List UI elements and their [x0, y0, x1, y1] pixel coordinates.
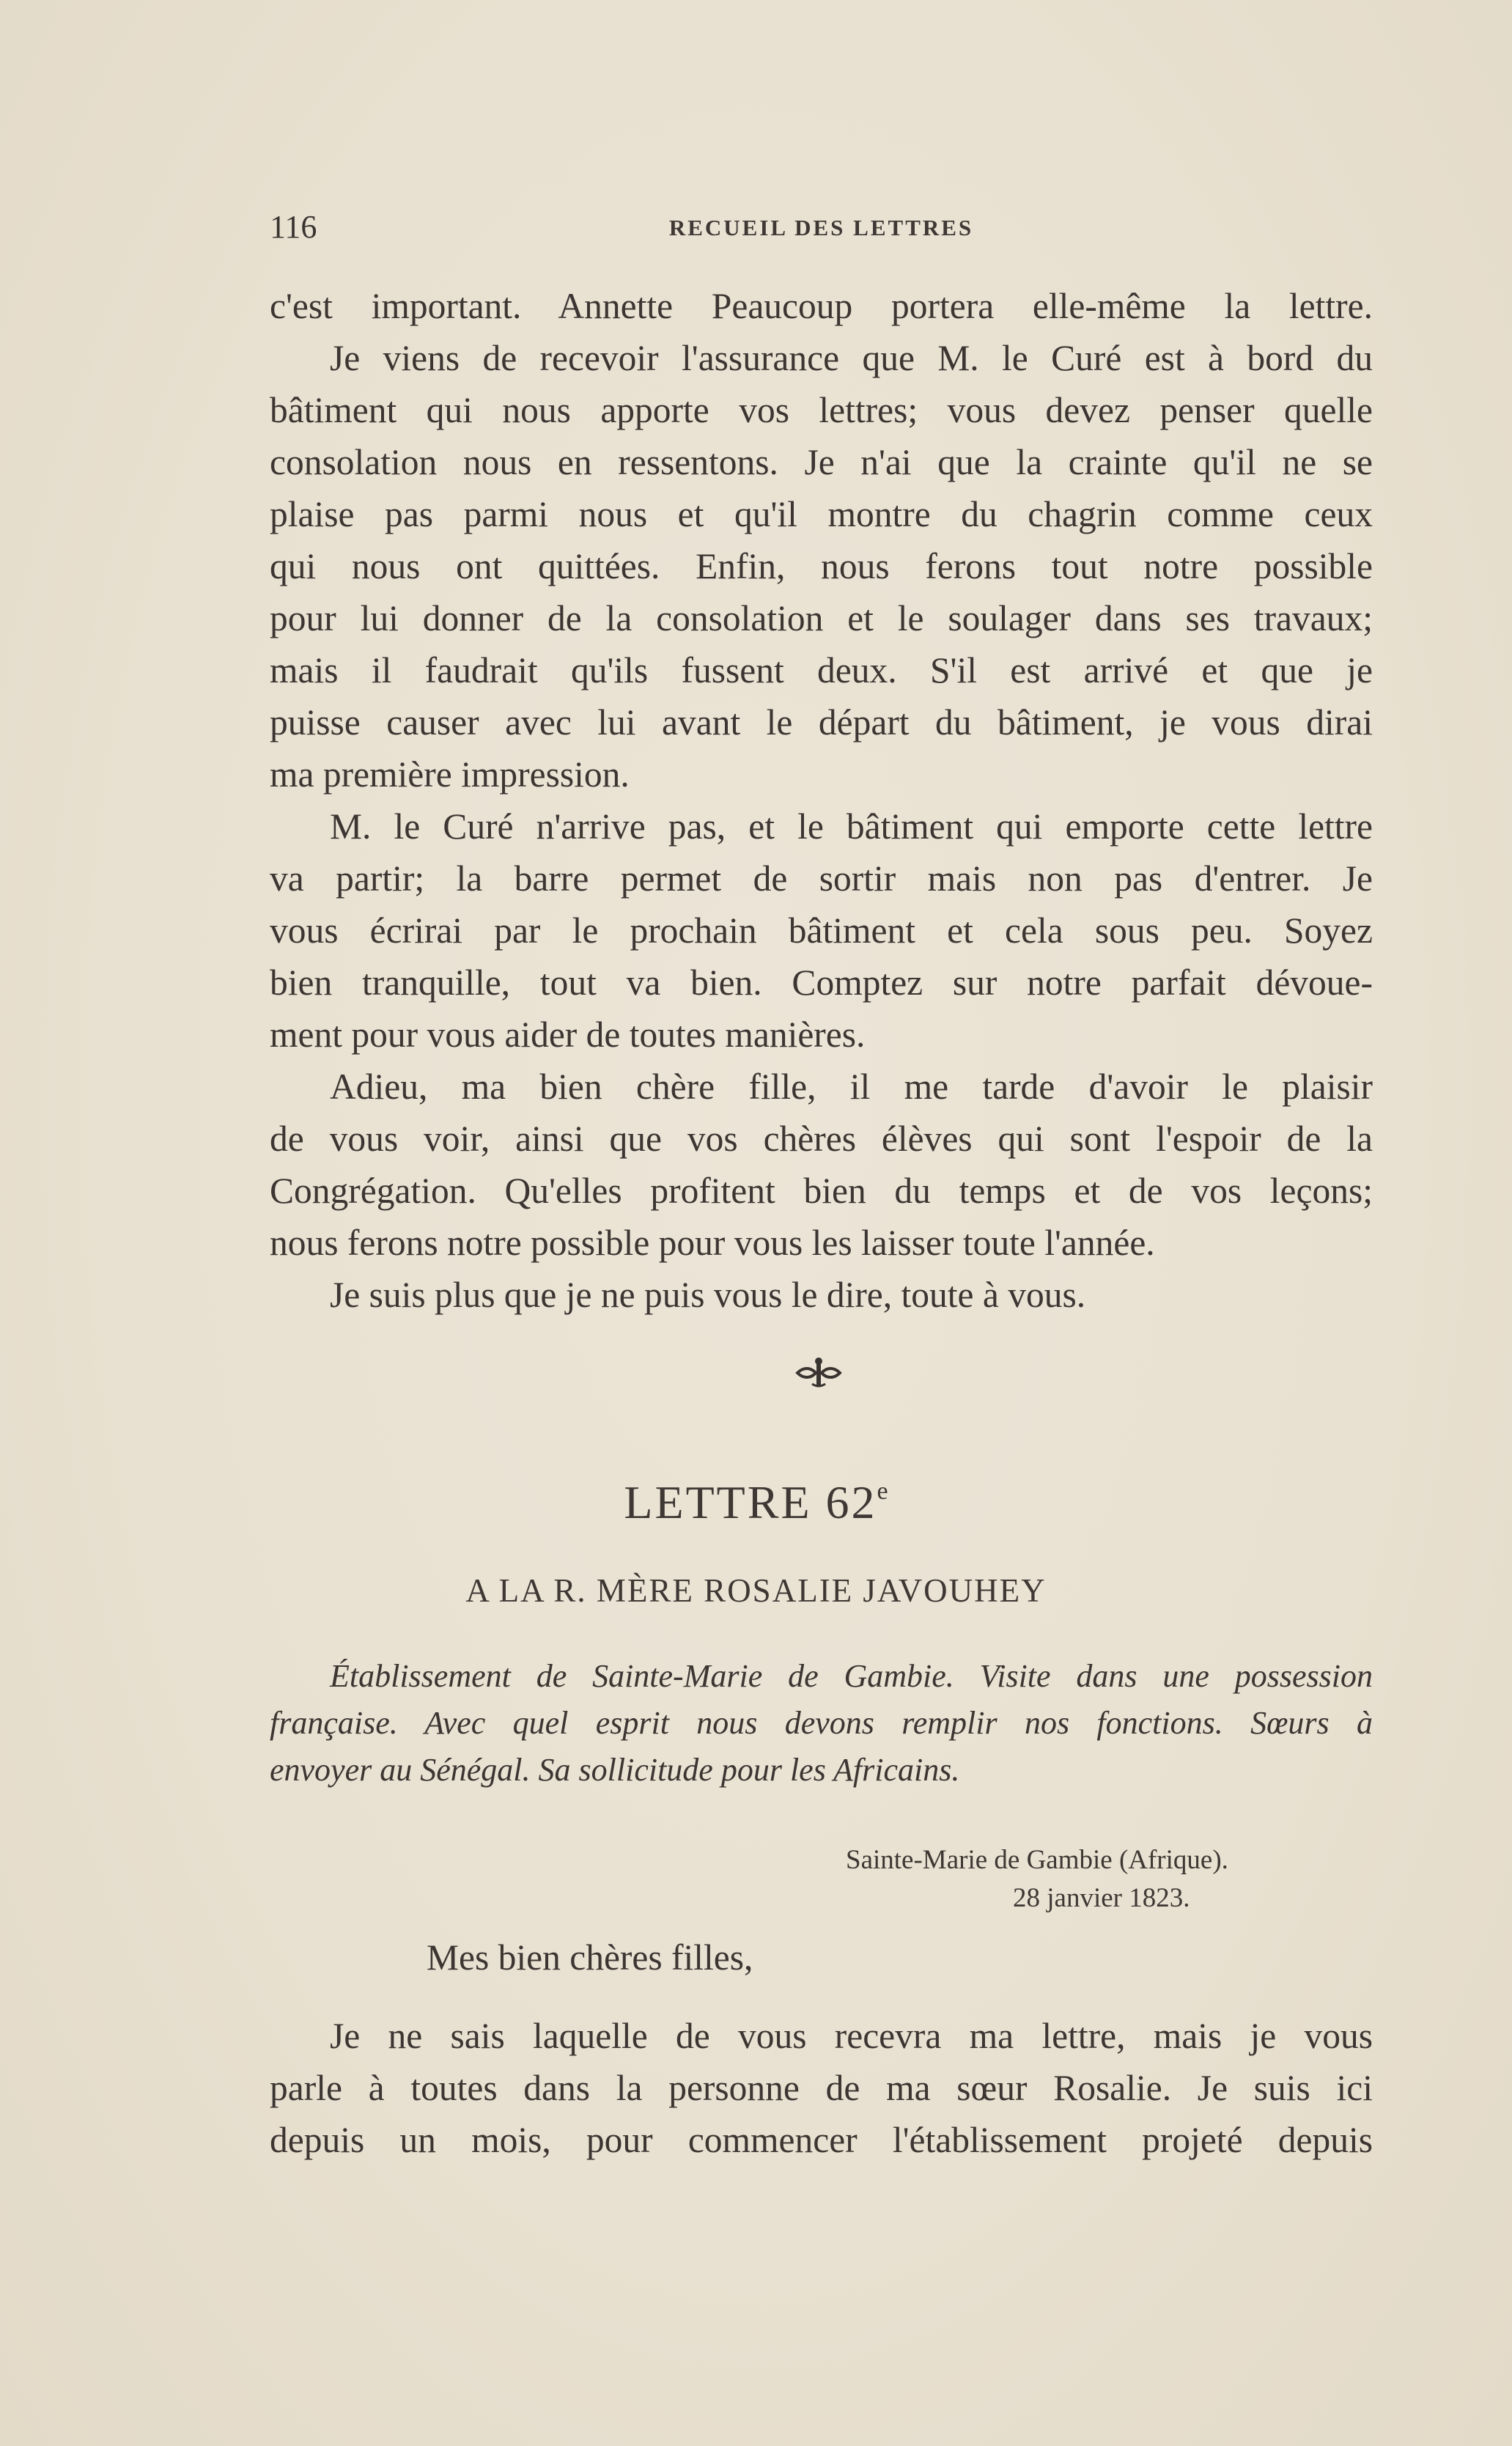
text-line: ment pour vous aider de toutes manières.	[270, 1014, 866, 1055]
text-line: Adieu, ma bien chère fille, il me tarde d'avoir le plaisir	[330, 1067, 1373, 1107]
summary-line: française. Avec quel esprit nous devons remplir nos fonctions. Sœurs à	[270, 1705, 1373, 1741]
text-line: de vous voir, ainsi que vos chères élèves qui sont l'espoir de la	[270, 1119, 1373, 1159]
text-line: mais il faudrait qu'ils fussent deux. S'il est arrivé et que je	[270, 650, 1373, 690]
text-line: ma première impression.	[270, 754, 630, 795]
text-line: Je ne sais laquelle de vous recevra ma lettre, mais je vous	[330, 2016, 1373, 2056]
text-line: bien tranquille, tout va bien. Comptez sur notre parfait dévoue-	[270, 962, 1373, 1003]
letter-addressee: A LA R. MÈRE ROSALIE JAVOUHEY	[465, 1572, 1047, 1609]
page-header	[270, 209, 1373, 246]
text-line: qui nous ont quittées. Enfin, nous ferons tout notre possible	[270, 546, 1373, 586]
text-line: puisse causer avec lui avant le départ du bâtiment, je vous dirai	[270, 702, 1373, 743]
text-line: nous ferons notre possible pour vous les laisser toute l'année.	[270, 1223, 1155, 1263]
letter-place: Sainte-Marie de Gambie (Afrique).	[846, 1845, 1228, 1875]
text-line: c'est important. Annette Peaucoup portera elle-même la lettre.	[270, 286, 1373, 326]
letter-61-continuation	[270, 280, 1373, 1321]
letter-date: 28 janvier 1823.	[1013, 1883, 1190, 1913]
letter-title-superscript: e	[877, 1478, 888, 1505]
text-line: M. le Curé n'arrive pas, et le bâtiment qui emporte cette lettre	[330, 806, 1373, 847]
text-line: depuis un mois, pour commencer l'établissement projeté depuis	[270, 2120, 1373, 2160]
text-line: parle à toutes dans la personne de ma sœur Rosalie. Je suis ici	[270, 2068, 1373, 2108]
summary-line: envoyer au Sénégal. Sa sollicitude pour les Africains.	[270, 1752, 960, 1788]
letter-summary	[270, 1653, 1373, 1794]
text-line: pour lui donner de la consolation et le soulager dans ses travaux;	[270, 598, 1373, 638]
text-line: consolation nous en ressentons. Je n'ai que la crainte qu'il ne se	[270, 442, 1373, 482]
running-head: RECUEIL DES LETTRES	[668, 215, 974, 240]
text-line: plaise pas parmi nous et qu'il montre du chagrin comme ceux	[270, 494, 1373, 534]
summary-line: Établissement de Sainte-Marie de Gambie. Visite dans une possession	[330, 1658, 1373, 1694]
letter-salutation: Mes bien chères filles,	[427, 1937, 753, 1978]
letter-62-body	[270, 2010, 1373, 2166]
fleuron-ornament-icon	[793, 1355, 844, 1391]
text-line: bâtiment qui nous apporte vos lettres; vous devez penser quelle	[270, 390, 1373, 430]
text-line: vous écrirai par le prochain bâtiment et cela sous peu. Soyez	[270, 910, 1373, 951]
text-line: Congrégation. Qu'elles profitent bien du temps et de vos leçons;	[270, 1171, 1373, 1211]
text-line: Je suis plus que je ne puis vous le dire, toute à vous.	[330, 1275, 1086, 1315]
text-line: Je viens de recevoir l'assurance que M. le Curé est à bord du	[330, 338, 1373, 378]
letter-title-text: LETTRE 62	[624, 1476, 877, 1528]
text-line: va partir; la barre permet de sortir mais non pas d'entrer. Je	[270, 858, 1373, 899]
letter-dateline	[846, 1841, 1351, 1918]
page-number: 116	[270, 209, 317, 245]
letter-title	[0, 1459, 1512, 1536]
